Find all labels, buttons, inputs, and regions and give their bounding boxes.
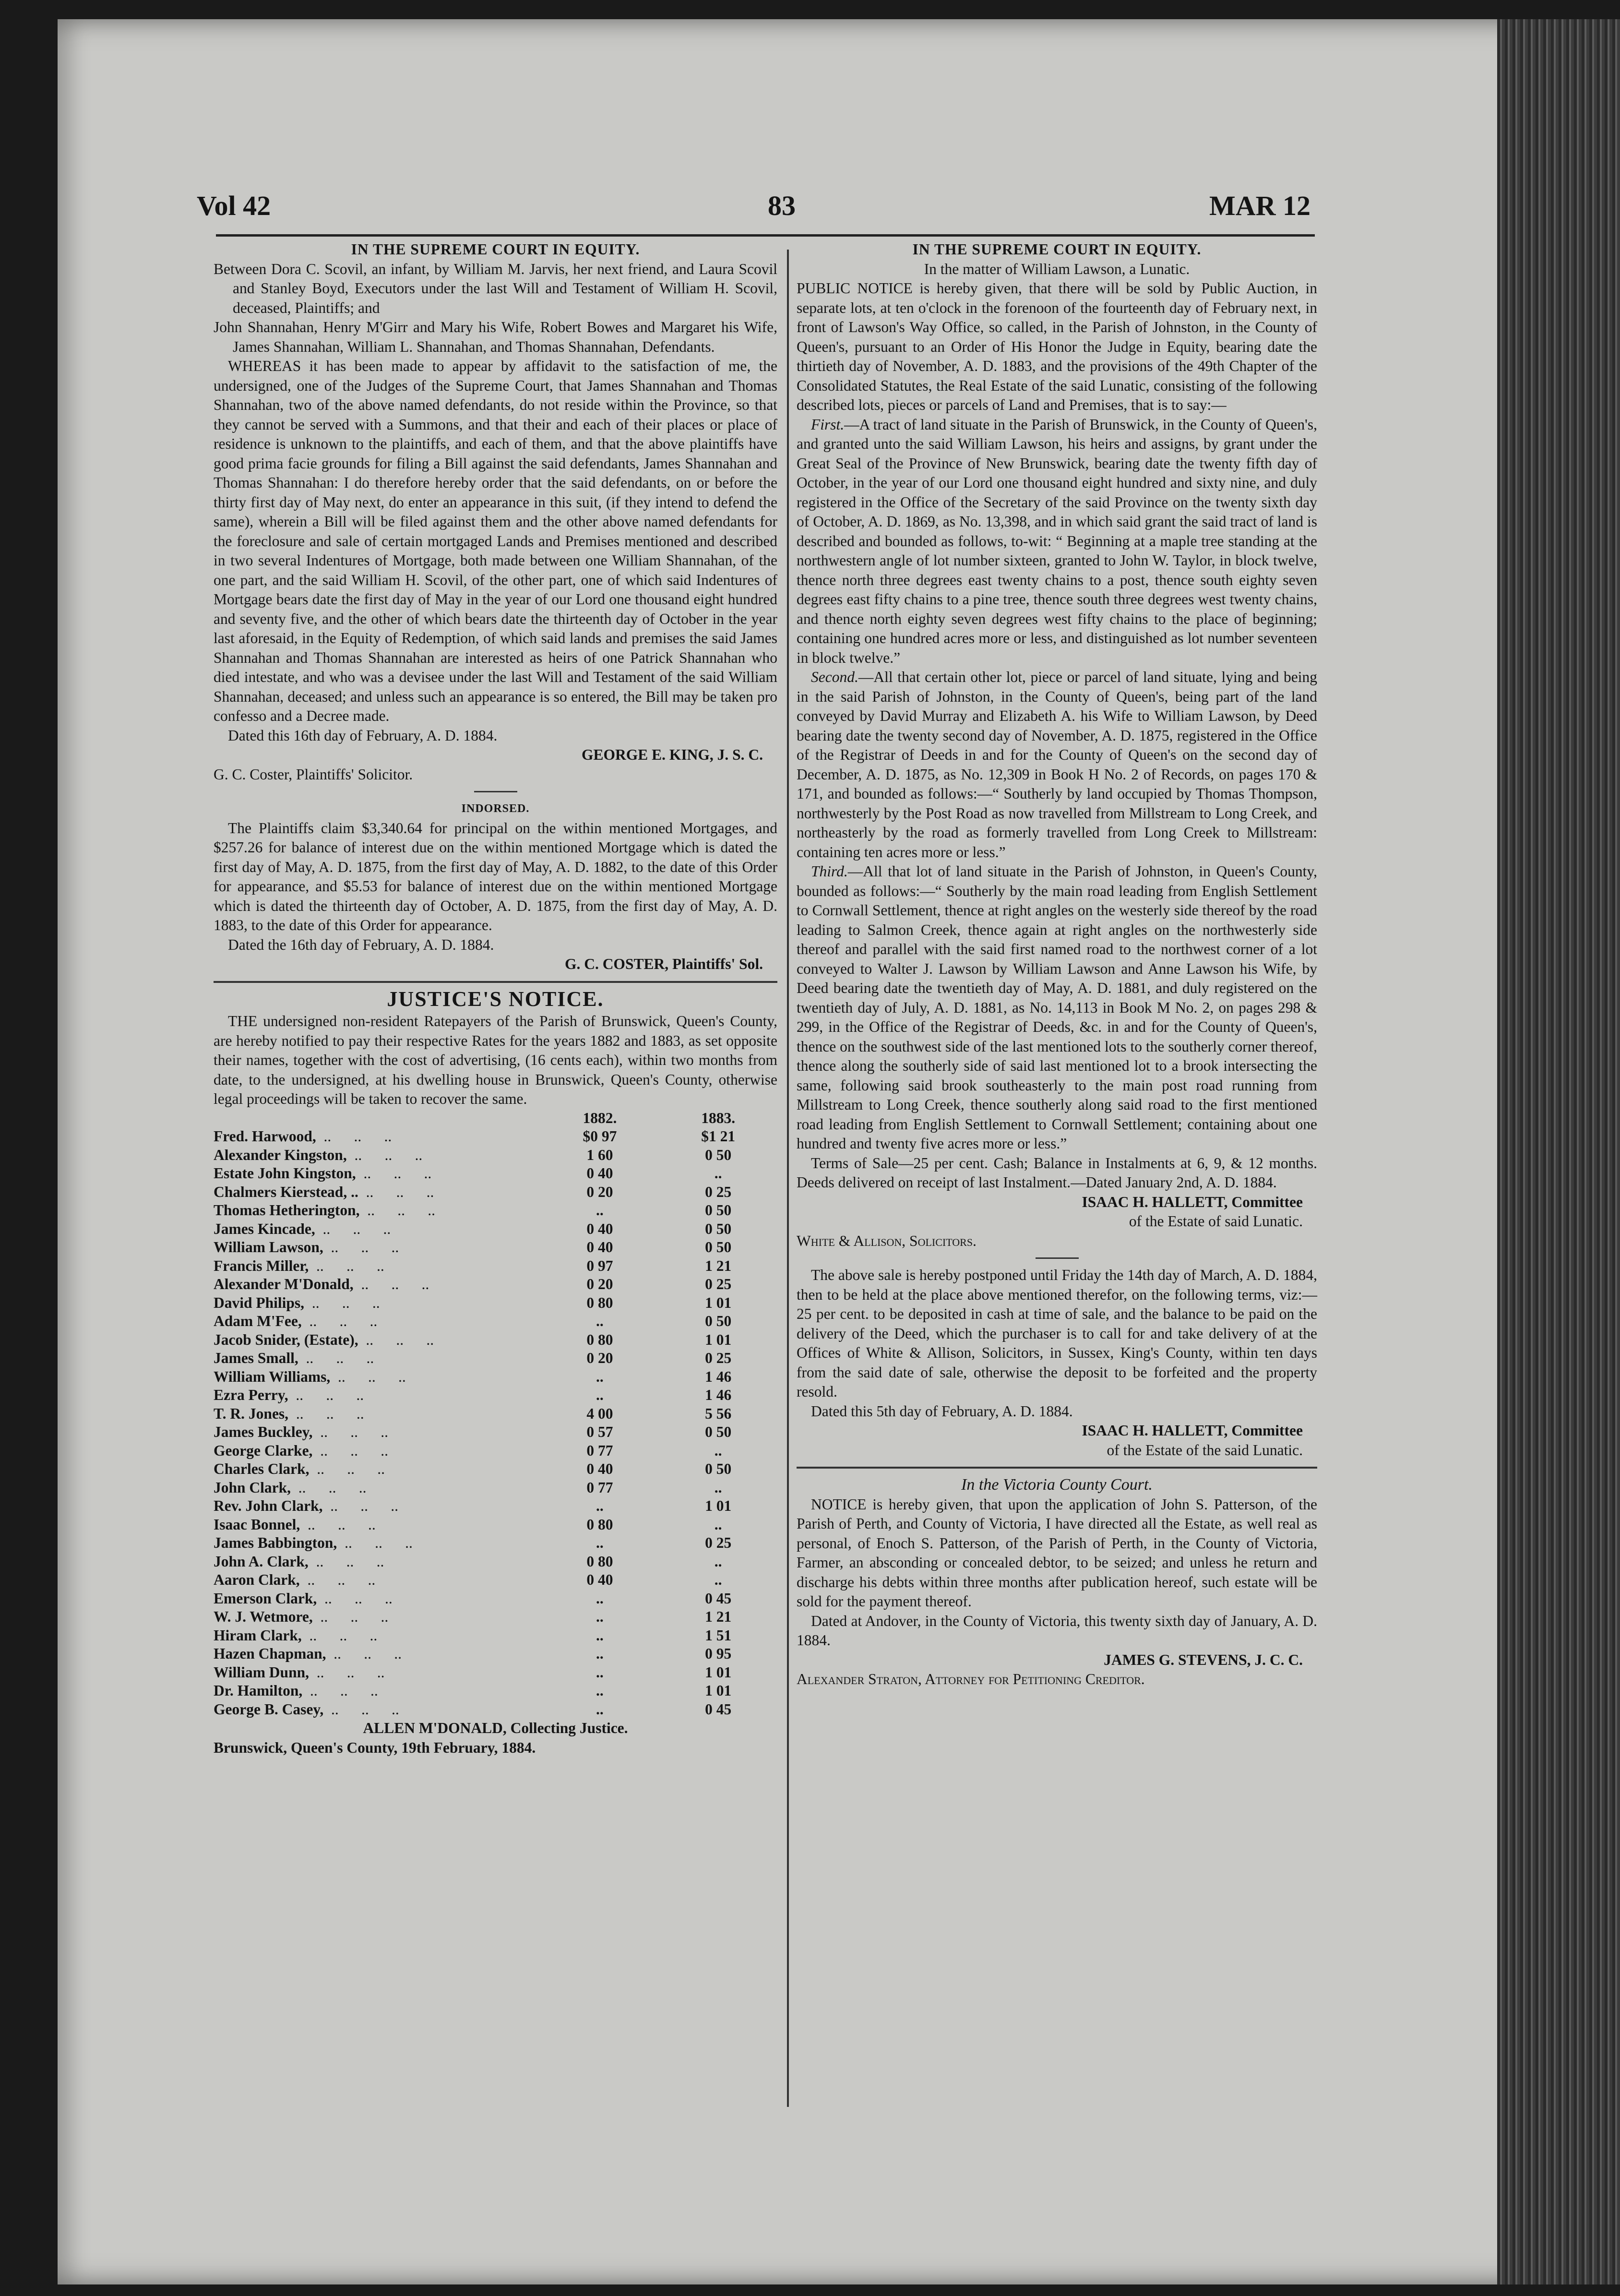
rates-row [214,1238,777,1257]
rate-1883: 0 50 [705,1423,732,1440]
rate-1882: .. [596,1387,604,1403]
rate-1883: .. [714,1516,722,1533]
rate-1882: .. [596,1368,604,1385]
rates-row [214,1164,777,1183]
notice1-body: WHEREAS it has been made to appear by affidavit to the satisfaction of me, the undersigned, one of the Judges of the Supreme Court, that James Shannahan and Thomas Shannahan, two of the above named defendants, do not reside within the Province, so that they cannot be served with a Summons, and that their and each of their places or place of residence is unknown to the plaintiffs, and each of them, and that the above plaintiffs have good prima facie grounds for filing a Bill against the said defendants, James Shannahan and Thomas Shannahan: I do therefore hereby order that the said defendants, on or before the thirty first day of May next, do enter an appearance in this suit, (if they intend to defend the same), wherein a Bill will be filed against them and the other above named defendants for the foreclosure and sale of certain mortgaged Lands and Premises mentioned and described in two several Indentures of Mortgage, both made between one William Shannahan, of the one part, and the said William H. Scovil, of the other part, one of which said Indentures of Mortgage bears date the first day of May in the year of our Lord one thousand eight hundred and seventy five, and the other of which bears date the thirteenth day of October in the year last aforesaid, in the Equity of Redemption, of which said lands and premises the said James Shannahan and Thomas Shannahan are interested as heirs of one Patrick Shannahan who died intestate, and who was a devisee under the last Will and Testament of the said William Shannahan, deceased; and unless such an appearance is so entered, the Bill may be taken pro confesso and a Decree made. [214,358,777,724]
notice2-first [797,415,1317,668]
rate-1882: 1 60 [586,1146,613,1163]
rate-1883: .. [714,1571,722,1588]
third-text: —All that lot of land situate in the Parish of Johnston, in Queen's County, bounded as follows:—“ Southerly by the main road leading from English Settlement to Cornwall Settlement, thence at right angles on the westerly side thereof by the road leading to Salmon Creek, thence again at right angles on the northwesterly side thereof and parallel with the said first named road to the northwest corner of a lot conveyed to Walter J. Lawson by William Lawson and Anne Lawson his Wife, by Deed bearing date the twentieth day of May, A. D. 1881, and duly registered on the twentieth day of July, A. D. 1881, as No. 14,113 in Book M No. 2, on pages 298 & 299, in the Office of the Registrar of Deeds, &c. in and for the County of Queen's, thence on the southwest side of the last mentioned lots to the southerly corner thereof, thence along the southerly side of said last mentioned lot to a brook intersecting the same, following said brook southeasterly to the main post road running from Millstream to Long Creek, thence southerly along said road to the first mentioned road leading from English Settlement to Cornwall Settlement; containing about one hundred and twenty five acres more or less.” [797,863,1317,1152]
rate-1882: 0 80 [586,1516,613,1533]
rate-1883: 0 50 [705,1313,732,1329]
rate-1883: 0 50 [705,1220,732,1237]
rate-1882: .. [596,1608,604,1625]
rate-1882: 0 40 [586,1239,613,1256]
left-column [214,240,777,1758]
notice2-solicitors: White & Allison, Solicitors. [797,1232,977,1249]
rate-1882: .. [596,1497,604,1514]
header-rule [216,234,1315,237]
rate-1882: 0 57 [586,1423,613,1440]
justice-body: THE undersigned non-resident Ratepayers of the Parish of Brunswick, Queen's County, are hereby notified to pay their respective Rates for the years 1882 and 1883, as set opposite their names, together with the cost of advertising, (16 cents each), within two months from date, to the undersigned, at his dwelling house in Brunswick, Queen's County, otherwise legal proceedings will be taken to recover the same. [214,1013,777,1107]
rates-row [214,1257,777,1276]
indorsed-dated: Dated the 16th day of February, A. D. 1884. [228,936,494,953]
rate-1882: 0 80 [586,1294,613,1311]
rate-name: George Clarke, .. [214,1442,541,1460]
rate-1883: 1 51 [705,1626,732,1644]
indorsed-body: The Plaintiffs claim $3,340.64 for principal on the within mentioned Mortgages, and $257.26 for balance of interest due on the within mentioned Mortgage which is dated the first day of May, A. D. 1875, from the first day of May, A. D. 1882, to the date of this Order for appearance, and $5.53 for balance of interest due on the within mentioned Mortgage which is dated the thirteenth day of October, A. D. 1875, from the first day of May, A. D. 1883, to the date of this Order for appearance. [214,819,777,933]
notice3-dated: Dated at Andover, in the County of Victoria, this twenty sixth day of January, A. D. 1884. [797,1612,1317,1649]
rate-1882: 0 97 [586,1257,613,1274]
short-rule-2 [1036,1257,1079,1259]
section-rule [214,981,777,983]
rate-1882: 0 77 [586,1479,613,1496]
notice1-parties-defendants: John Shannahan, Henry M'Girr and Mary his Wife, Robert Bowes and Margaret his Wife, James Shannahan, William L. Shannahan, and Thomas Shannahan, Defendants. [214,319,777,355]
rates-row [214,1423,777,1442]
indorsed-signature: G. C. COSTER, Plaintiffs' Sol. [564,956,763,972]
notice3-attorney: Alexander Straton, Attorney for Petitioning Creditor. [797,1671,1145,1687]
rate-1883: 0 25 [705,1534,732,1551]
rate-1883: 0 25 [705,1183,732,1200]
rates-row [214,1663,777,1682]
rate-1883: 1 01 [705,1497,732,1514]
rate-1883: 1 46 [705,1387,732,1403]
notice2-second [797,668,1317,862]
first-label: First. [811,416,845,433]
justice-place-date: Brunswick, Queen's County, 19th February, 1884. [214,1739,536,1756]
notice3-judge: JAMES G. STEVENS, J. C. C. [1104,1651,1303,1668]
rate-name: James Small, .. [214,1349,541,1368]
rate-1882: 0 80 [586,1331,613,1348]
rate-1883: 0 50 [705,1239,732,1256]
rates-row [214,1146,777,1165]
rate-1883: 1 21 [705,1257,732,1274]
rate-1883: 5 56 [705,1405,732,1422]
notice2-postpone-dated: Dated this 5th day of February, A. D. 1884. [811,1402,1073,1420]
rate-1882: .. [596,1313,604,1329]
rate-1883: 0 45 [705,1590,732,1607]
right-column [797,240,1317,1689]
rates-row [214,1386,777,1405]
rate-1882: .. [596,1626,604,1644]
rate-name: Aaron Clark, .. [214,1571,541,1590]
notice2-committee2: ISAAC H. HALLETT, Committee [1082,1422,1303,1439]
rate-1882: 0 20 [586,1183,613,1200]
rate-name: Alexander Kingston, .. [214,1146,541,1165]
rate-1882: 4 00 [586,1405,613,1422]
rate-1882: .. [596,1663,604,1681]
rate-1883: 1 01 [705,1682,732,1699]
rate-name: Thomas Hetherington, .. [214,1201,541,1220]
rate-1883: 1 46 [705,1368,732,1385]
notice2-terms: Terms of Sale—25 per cent. Cash; Balance in Instalments at 6, 9, & 12 months. Deeds delivered on receipt of last Instalment.—Dated January 2nd, A. D. 1884. [797,1154,1317,1191]
notice2-subtitle: In the matter of William Lawson, a Lunatic. [924,260,1190,277]
rate-1883: 0 45 [705,1700,732,1718]
notice2-committee: ISAAC H. HALLETT, Committee [1082,1193,1303,1210]
rate-1883: .. [714,1165,722,1182]
rate-name: Fred. Harwood, .. [214,1127,541,1146]
rate-1882: 0 20 [586,1276,613,1292]
rate-1883: 1 01 [705,1663,732,1681]
rates-row [214,1201,777,1220]
rate-1883: .. [714,1553,722,1570]
rates-row [214,1479,777,1497]
rate-name: Hazen Chapman, .. [214,1645,541,1663]
rates-row [214,1608,777,1626]
rate-name: Dr. Hamilton, .. [214,1682,541,1700]
indorsed-label: INDORSED. [461,802,530,815]
rates-header-1882: 1882. [583,1109,617,1126]
short-rule [474,791,517,792]
rates-row [214,1294,777,1313]
rate-name: Estate John Kingston, .. [214,1164,541,1183]
rate-1882: .. [596,1534,604,1551]
rate-name: Francis Miller, .. [214,1257,541,1276]
notice1-judge: GEORGE E. KING, J. S. C. [581,746,763,763]
rates-table [214,1109,777,1719]
notice2-intro: PUBLIC NOTICE is hereby given, that there will be sold by Public Auction, in separate lots, at ten o'clock in the forenoon of the fourteenth day of February next, in front of Lawson's Way Office, so called, in the Parish of Johnston, in the County of Queen's, pursuant to an Order of His Honor the Judge in Equity, bearing date the thirtieth day of November, A. D. 1883, and the provisions of the 49th Chapter of the Consolidated Statutes, the Real Estate of the said Lunatic, consisting of the following described lots, pieces or parcels of Land and Premises, that is to say:— [797,280,1317,413]
header-date: MAR 12 [1209,190,1311,221]
rate-1883: 0 95 [705,1645,732,1662]
book-binding-edge [1497,19,1620,2284]
rate-name: William Lawson, .. [214,1238,541,1257]
rate-name: David Philips, .. [214,1294,541,1313]
rate-1882: 0 40 [586,1165,613,1182]
rates-row [214,1571,777,1590]
column-divider [787,250,789,2107]
rate-1882: $0 97 [583,1128,617,1145]
rate-1883: 0 50 [705,1460,732,1477]
rate-name: George B. Casey, .. [214,1700,541,1719]
rates-row [214,1275,777,1294]
notice2-committee-line2: of the Estate of said Lunatic. [1129,1213,1303,1230]
rate-1882: 0 40 [586,1220,613,1237]
notice1-parties-plaintiffs: Between Dora C. Scovil, an infant, by William M. Jarvis, her next friend, and Laura Scovil and Stanley Boyd, Executors under the last Will and Testament of William H. Scovil, deceased, Plaintiffs; and [214,260,777,316]
rates-header-1883: 1883. [701,1109,736,1126]
page-number: 83 [768,190,796,221]
rates-row [214,1553,777,1571]
rate-name: James Buckley, .. [214,1423,541,1442]
rate-1883: 1 21 [705,1608,732,1625]
rate-name: James Babbington, .. [214,1534,541,1553]
rate-1882: 0 40 [586,1571,613,1588]
rate-1883: .. [714,1479,722,1496]
rates-row [214,1312,777,1331]
rates-row [214,1682,777,1700]
rates-row [214,1349,777,1368]
rate-1883: .. [714,1442,722,1459]
section-rule-2 [797,1467,1317,1469]
rates-row [214,1183,777,1202]
rates-row [214,1534,777,1553]
rate-name: John Clark, .. [214,1479,541,1497]
rates-row [214,1626,777,1645]
rate-1883: 1 01 [705,1331,732,1348]
rate-name: William Dunn, .. [214,1663,541,1682]
rate-1882: .. [596,1645,604,1662]
rate-1883: 1 01 [705,1294,732,1311]
rate-name: William Williams, .. [214,1368,541,1387]
rate-1883: 0 25 [705,1276,732,1292]
rate-name: Jacob Snider, (Estate), .. [214,1331,541,1350]
first-text: —A tract of land situate in the Parish of Brunswick, in the County of Queen's, and granted unto the said William Lawson, his heirs and assigns, by grant under the Great Seal of the Province of New Brunswick, bearing date the twenty fifth day of October, in the year of our Lord one thousand eight hundred and sixty nine, and duly registered in the Office of the Secretary of the said Province on the twenty sixth day of October, A. D. 1869, as No. 13,398, and in which said grant the said tract of land is described and bounded as follows, to-wit: “ Beginning at a maple tree standing at the northwestern angle of lot number sixteen, granted to John W. Taylor, in block twelve, thence north three degrees east twenty chains to a post, thence south eighty seven degrees east fifty chains to a pine tree, thence south three degrees west twenty chains, and thence north eighty seven degrees west fifty chains to the place of beginning; containing one hundred acres more or less, and distinguished as lot number seventeen in block twelve.” [797,416,1317,666]
rates-row [214,1331,777,1350]
notice1-solicitor: G. C. Coster, Plaintiffs' Solicitor. [214,765,413,783]
rate-1883: $1 21 [701,1128,736,1145]
justice-signature: ALLEN M'DONALD, Collecting Justice. [363,1720,628,1736]
rate-name: Hiram Clark, .. [214,1626,541,1645]
rate-name: John A. Clark, .. [214,1553,541,1571]
rate-name: Emerson Clark, .. [214,1590,541,1608]
second-text: —All that certain other lot, piece or parcel of land situate, lying and being in the said Parish of Johnston, in the County of Queen's, being part of the land conveyed by David Murray and Elizabeth A. his Wife to William Lawson, by Deed bearing date the twenty second day of November, A. D. 1875, registered in the Office of the Registrar of Deeds in and for the County of Queen's on the second day of December, A. D. 1875, as No. 12,309 in Book H No. 2 of Records, on pages 170 & 171, and bounded as follows:—“ Southerly by land occupied by Thomas Thompson, northwesterly by the Post Road as now travelled from Millstream to Long Creek, and northeasterly by the road as formerly travelled from Long Creek to Millstream: containing ten acres more or less.” [797,669,1317,861]
rate-name: T. R. Jones, .. [214,1405,541,1423]
rates-header-row [214,1109,777,1128]
notice2-third [797,862,1317,1154]
notice2-title: IN THE SUPREME COURT IN EQUITY. [912,241,1202,258]
rate-name: W. J. Wetmore, .. [214,1608,541,1626]
rates-row [214,1645,777,1663]
rate-1882: .. [596,1682,604,1699]
third-label: Third. [811,863,848,880]
rates-row [214,1497,777,1516]
rate-1883: 0 50 [705,1202,732,1219]
rate-name: Ezra Perry, .. [214,1386,541,1405]
rates-row [214,1460,777,1479]
rates-row [214,1700,777,1719]
rate-name: James Kincade, .. [214,1220,541,1239]
notice3-body: NOTICE is hereby given, that upon the application of John S. Patterson, of the Parish of Perth, and County of Victoria, I have directed all the Estate, as well real as personal, of Enoch S. Patterson, of the Parish of Perth, in the County of Victoria, Farmer, an absconding or concealed debtor, to be seized; and unless he return and discharge his debts within three months after publication hereof, such estate will be sold for the payment thereof. [797,1495,1317,1610]
volume-label: Vol 42 [197,190,271,221]
rates-row [214,1127,777,1146]
notice2-committee2-line2: of the Estate of the said Lunatic. [1107,1441,1303,1459]
rate-name: Charles Clark, .. [214,1460,541,1479]
rate-1882: 0 40 [586,1460,613,1477]
rates-row [214,1405,777,1423]
rates-row [214,1516,777,1534]
notice2-postpone: The above sale is hereby postponed until Friday the 14th day of March, A. D. 1884, then to be held at the place above mentioned therefor, on the following terms, viz:—25 per cent. to be deposited in cash at time of sale, and the balance to be paid on the delivery of the Deed, which the purchaser is to call for and take delivery of at the Offices of White & Allison, Solicitors, in Sussex, King's County, within ten days from the said date of sale, otherwise the deposit to be forfeited and the property resold. [797,1267,1317,1400]
rate-1882: .. [596,1700,604,1718]
rates-row [214,1368,777,1387]
notice1-title: IN THE SUPREME COURT IN EQUITY. [351,241,640,258]
rate-1883: 0 50 [705,1146,732,1163]
rates-row [214,1590,777,1608]
rate-1882: 0 20 [586,1350,613,1366]
rate-1882: 0 77 [586,1442,613,1459]
rate-1882: .. [596,1590,604,1607]
rate-name: Chalmers Kierstead, .. .. [214,1183,541,1202]
rate-name: Adam M'Fee, .. [214,1312,541,1331]
notice3-title: In the Victoria County Court. [961,1476,1153,1494]
rate-name: Alexander M'Donald, .. [214,1275,541,1294]
rates-row [214,1220,777,1239]
notice1-dated: Dated this 16th day of February, A. D. 1884. [228,727,498,744]
justice-title: JUSTICE'S NOTICE. [387,987,604,1011]
second-label: Second. [811,669,858,685]
rate-1882: 0 80 [586,1553,613,1570]
rate-name: Isaac Bonnel, .. [214,1516,541,1534]
rate-1882: .. [596,1202,604,1219]
rate-1883: 0 25 [705,1350,732,1366]
rate-name: Rev. John Clark, .. [214,1497,541,1516]
rates-row [214,1442,777,1460]
